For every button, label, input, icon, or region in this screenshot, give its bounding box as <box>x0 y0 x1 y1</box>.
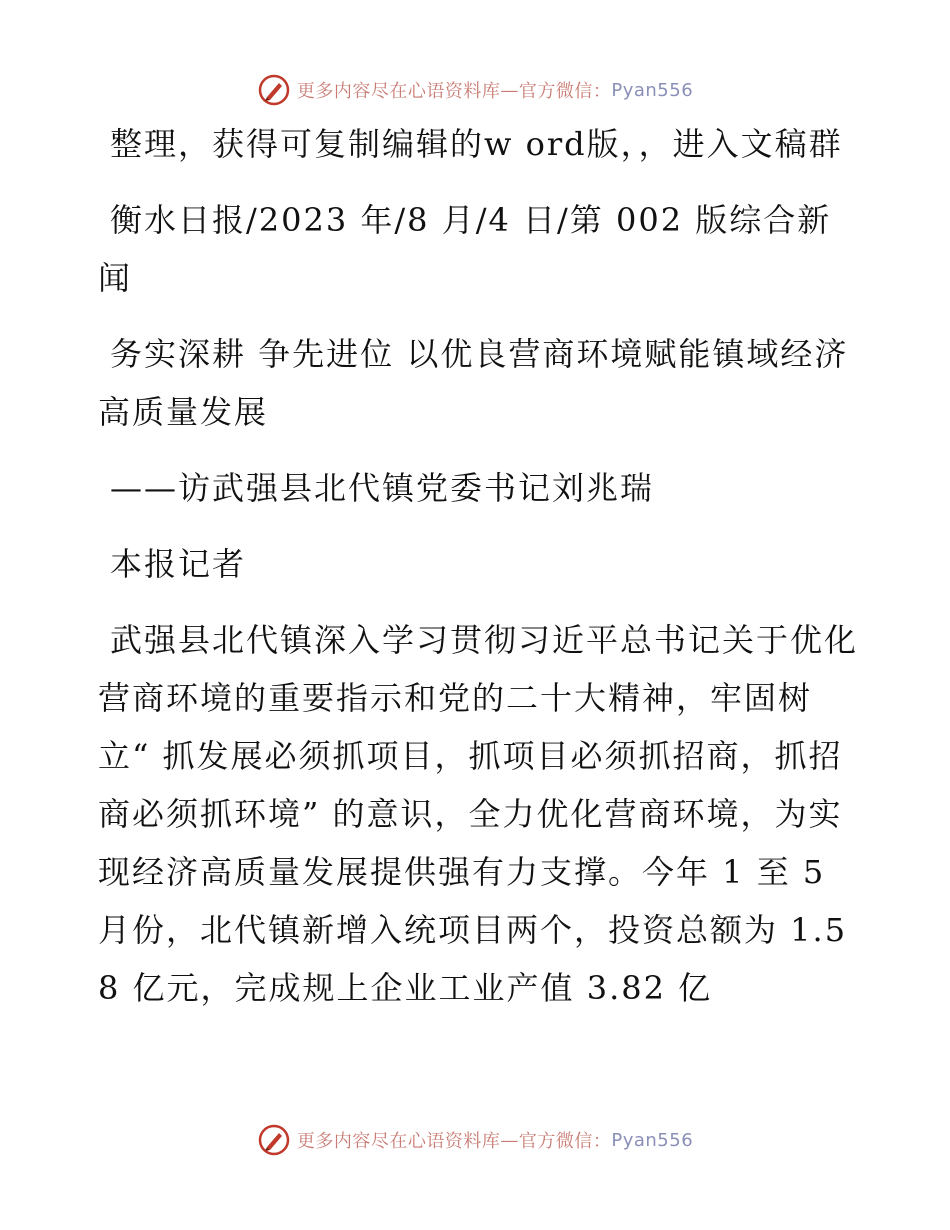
article-byline: 本报记者 <box>110 545 247 583</box>
article-subtitle: ——访武强县北代镇党委书记刘兆瑞 <box>110 469 655 507</box>
article-body-paragraph: 武强县北代镇深入学习贯彻习近平总书记关于优化营商环境的重要指示和党的二十大精神，牢固树立“ 抓发展必须抓项目，抓项目必须抓招商，抓招商必须抓环境” 的意识，全力优化营商环境，为实现经济高质量发展提供强有力支撑。今年 1 至 5 月份，北代镇新增入统项目两个，投资总额为 1.58 亿元，完成规上企业工业产值 3.82 亿 <box>98 621 859 1007</box>
watermark-footer <box>0 1120 950 1160</box>
watermark-wechat-label: 官方微信： <box>518 1131 612 1152</box>
watermark-text: 更多内容尽在心语资料库 <box>296 1131 501 1152</box>
paragraph-intro: 整理，获得可复制编辑的w ord版，，进入文稿群 <box>110 125 843 163</box>
pen-logo-icon <box>257 1123 291 1157</box>
document-body <box>98 115 858 1017</box>
watermark-wechat-id: Pyan556 <box>611 1129 694 1151</box>
paragraph-source: 衡水日报/2023 年/8 月/4 日/第 002 版综合新闻 <box>98 201 832 297</box>
watermark-header <box>0 70 950 110</box>
watermark-separator: — <box>500 1129 519 1151</box>
watermark-separator: — <box>500 79 519 101</box>
watermark-wechat-id: Pyan556 <box>611 79 694 101</box>
article-title: 务实深耕 争先进位 以优良营商环境赋能镇域经济高质量发展 <box>98 335 849 431</box>
watermark-text: 更多内容尽在心语资料库 <box>296 81 501 102</box>
pen-logo-icon <box>257 73 291 107</box>
watermark-wechat-label: 官方微信： <box>518 81 612 102</box>
